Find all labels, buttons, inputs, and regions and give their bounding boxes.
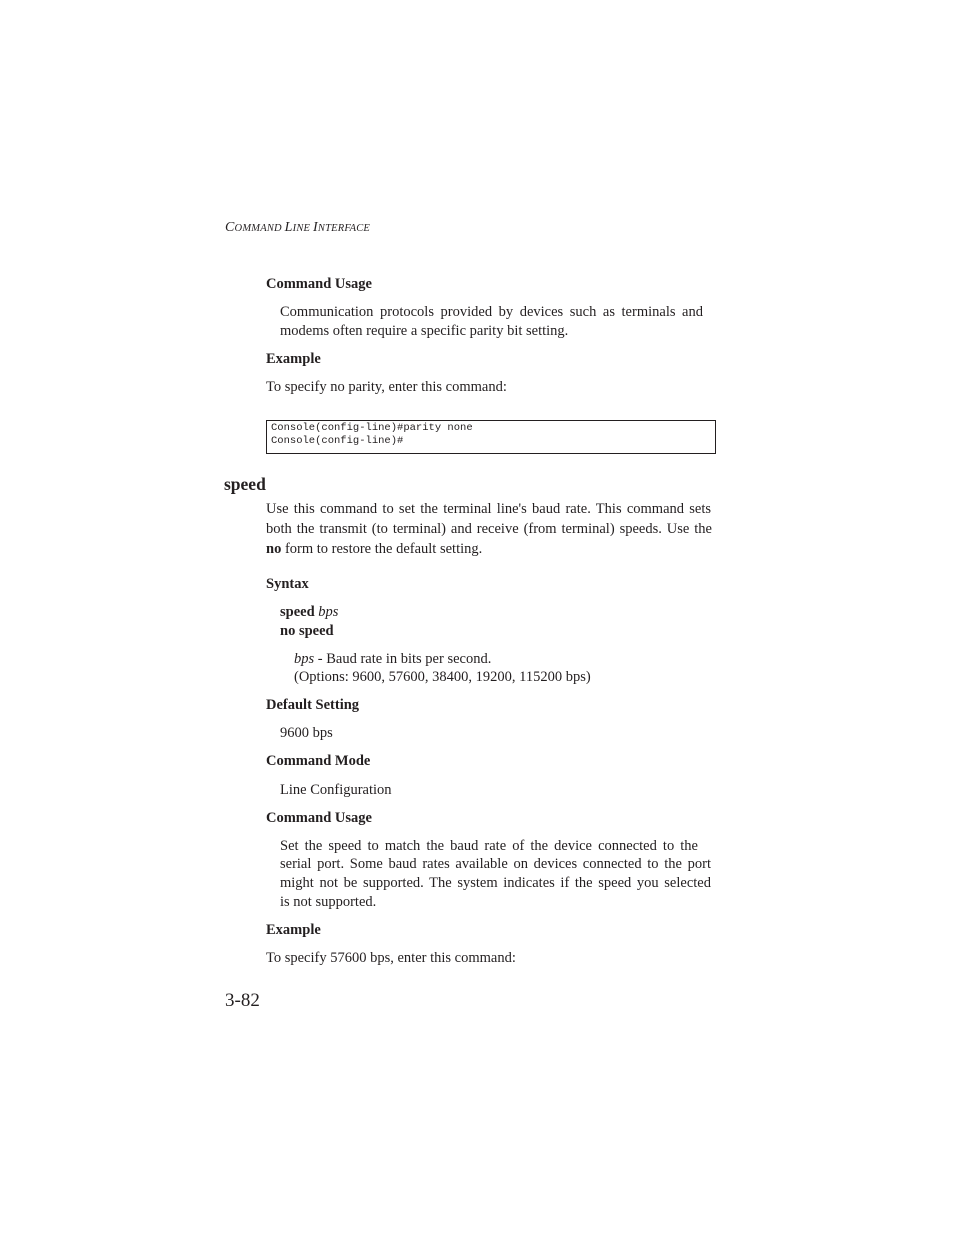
param-desc-text: - Baud rate in bits per second. — [314, 651, 492, 667]
speed-usage-4: is not supported. — [280, 894, 377, 910]
syntax-heading: Syntax — [266, 576, 309, 592]
command-mode-heading: Command Mode — [266, 753, 371, 769]
syntax-line — [280, 603, 338, 622]
parity-example-intro: To specify no parity, enter this command: — [266, 379, 507, 395]
code-line: Console(config-line)#parity none — [271, 422, 473, 434]
parity-usage-text-1: Communication protocols provided by devices such as terminals and — [280, 304, 703, 320]
syntax-parameter: bps — [318, 604, 339, 620]
param-description — [294, 650, 491, 669]
syntax-command: speed — [280, 604, 315, 620]
speed-usage-3: might not be supported. The system indicates if the speed you selected — [280, 875, 711, 891]
running-head-c3: I — [313, 220, 318, 235]
default-setting-value: 9600 bps — [280, 725, 333, 741]
running-head-r3: NTERFACE — [317, 223, 371, 234]
speed-desc-2: both the transmit (to terminal) and receive (from terminal) speeds. Use the — [266, 521, 712, 537]
running-head-c1: C — [225, 220, 235, 235]
speed-desc-3 — [266, 540, 482, 559]
parity-example-heading: Example — [266, 351, 321, 367]
speed-title: speed — [224, 474, 266, 494]
syntax-no-line: no speed — [280, 623, 334, 639]
param-options: (Options: 9600, 57600, 38400, 19200, 115200 bps) — [294, 669, 591, 685]
running-head-r2: INE — [292, 223, 313, 234]
speed-usage-2: serial port. Some baud rates available on devices connected to the port — [280, 856, 711, 872]
param-name: bps — [294, 651, 315, 667]
speed-desc-1: Use this command to set the terminal line's baud rate. This command sets — [266, 501, 711, 517]
default-setting-heading: Default Setting — [266, 697, 360, 713]
parity-usage-text-2: modems often require a specific parity bit setting. — [280, 323, 569, 339]
running-head-c2: L — [284, 220, 293, 235]
code-line: Console(config-line)# — [271, 435, 404, 447]
speed-usage-heading: Command Usage — [266, 810, 372, 826]
running-head-r1: OMMAND — [234, 223, 285, 234]
command-mode-value: Line Configuration — [280, 782, 392, 798]
page-number: 3-82 — [225, 990, 260, 1011]
speed-example-heading: Example — [266, 922, 321, 938]
speed-desc-no-keyword: no — [266, 541, 282, 557]
parity-usage-heading: Command Usage — [266, 276, 372, 292]
running-head — [225, 220, 370, 236]
parity-code-block — [266, 420, 716, 454]
speed-example-intro: To specify 57600 bps, enter this command: — [266, 950, 516, 966]
speed-usage-1: Set the speed to match the baud rate of the device connected to the — [280, 838, 698, 854]
speed-desc-3-rest: form to restore the default setting. — [281, 541, 483, 557]
